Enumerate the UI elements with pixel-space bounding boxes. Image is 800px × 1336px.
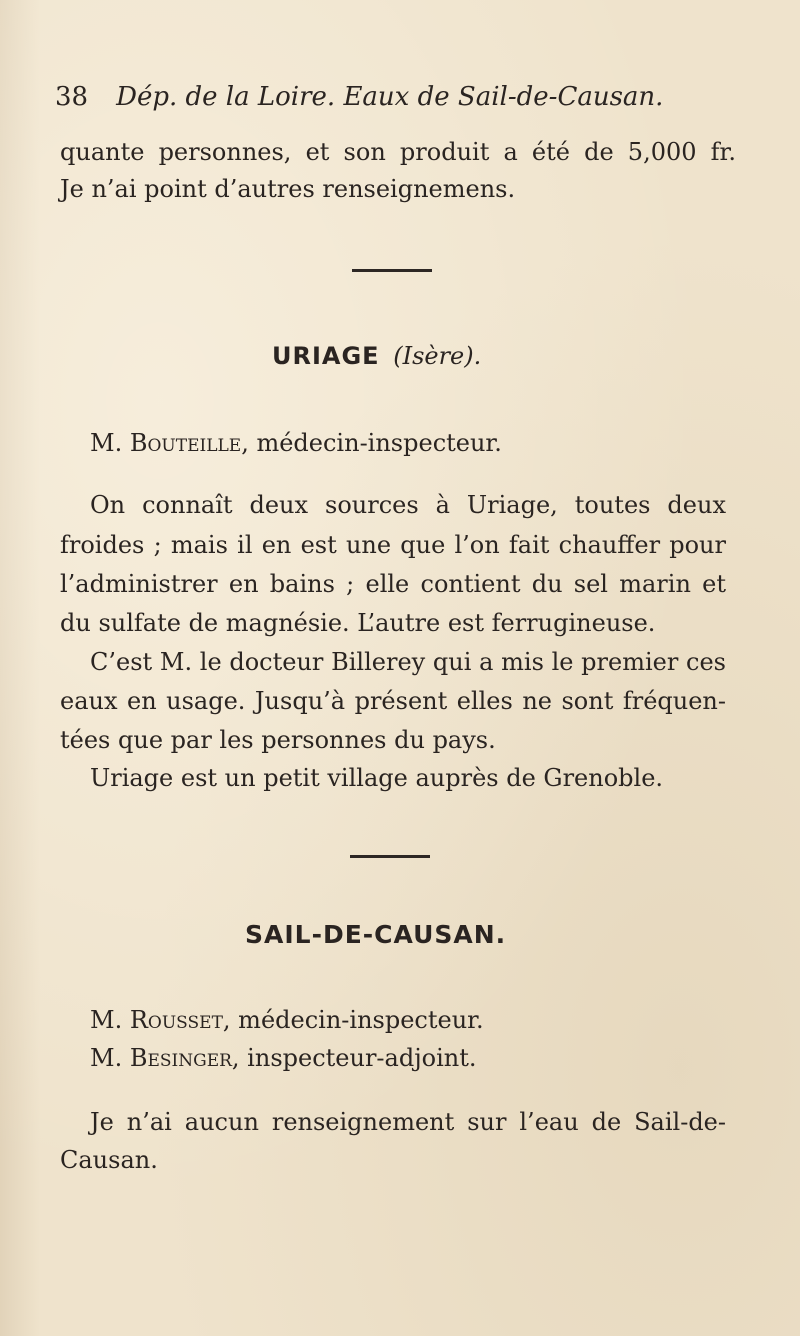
staff-name: Rousset xyxy=(129,1006,223,1034)
body-line: Je n’ai aucun renseignement sur l’eau de Sail-de- xyxy=(90,1108,726,1136)
staff-line xyxy=(90,1043,477,1073)
body-line: du sulfate de magnésie. L’autre est ferrugineuse. xyxy=(60,609,656,637)
body-line: eaux en usage. Jusqu’à présent elles ne sont fréquen- xyxy=(60,687,726,715)
body-line: quante personnes, et son produit a été de 5,000 fr. xyxy=(60,138,736,166)
staff-prefix: M. xyxy=(90,1006,123,1034)
section-subtitle: (Isère). xyxy=(393,342,482,370)
body-line: tées que par les personnes du pays. xyxy=(60,726,496,754)
section-title: SAIL-DE-CAUSAN. xyxy=(245,920,507,949)
running-header xyxy=(55,82,663,112)
staff-role: , inspecteur-adjoint. xyxy=(231,1044,477,1072)
running-title: Dép. de la Loire. Eaux de Sail-de-Causan. xyxy=(116,82,664,112)
body-line: l’administrer en bains ; elle contient du sel marin et xyxy=(60,570,726,598)
staff-name: Besinger xyxy=(129,1044,232,1072)
staff-role: , médecin-inspecteur. xyxy=(222,1006,484,1034)
body-line: froides ; mais il en est une que l’on fait chauffer pour xyxy=(60,531,726,559)
staff-prefix: M. xyxy=(90,1044,123,1072)
staff-line xyxy=(90,1005,484,1035)
staff-prefix: M. xyxy=(90,429,123,457)
body-line: Je n’ai point d’autres renseignemens. xyxy=(60,175,516,203)
staff-role: , médecin-inspecteur. xyxy=(241,429,502,457)
section-separator xyxy=(352,269,432,272)
staff-line xyxy=(90,428,502,458)
body-line: On connaît deux sources à Uriage, toutes deux xyxy=(90,491,726,519)
staff-name: Bouteille xyxy=(129,429,242,457)
body-line: C’est M. le docteur Billerey qui a mis le premier ces xyxy=(90,648,726,676)
body-line: Causan. xyxy=(60,1146,158,1174)
body-line: Uriage est un petit village auprès de Grenoble. xyxy=(90,764,664,792)
page-number: 38 xyxy=(55,82,89,112)
section-separator xyxy=(350,855,430,858)
section-title: URIAGE xyxy=(272,342,380,370)
section-heading-uriage xyxy=(272,341,481,371)
